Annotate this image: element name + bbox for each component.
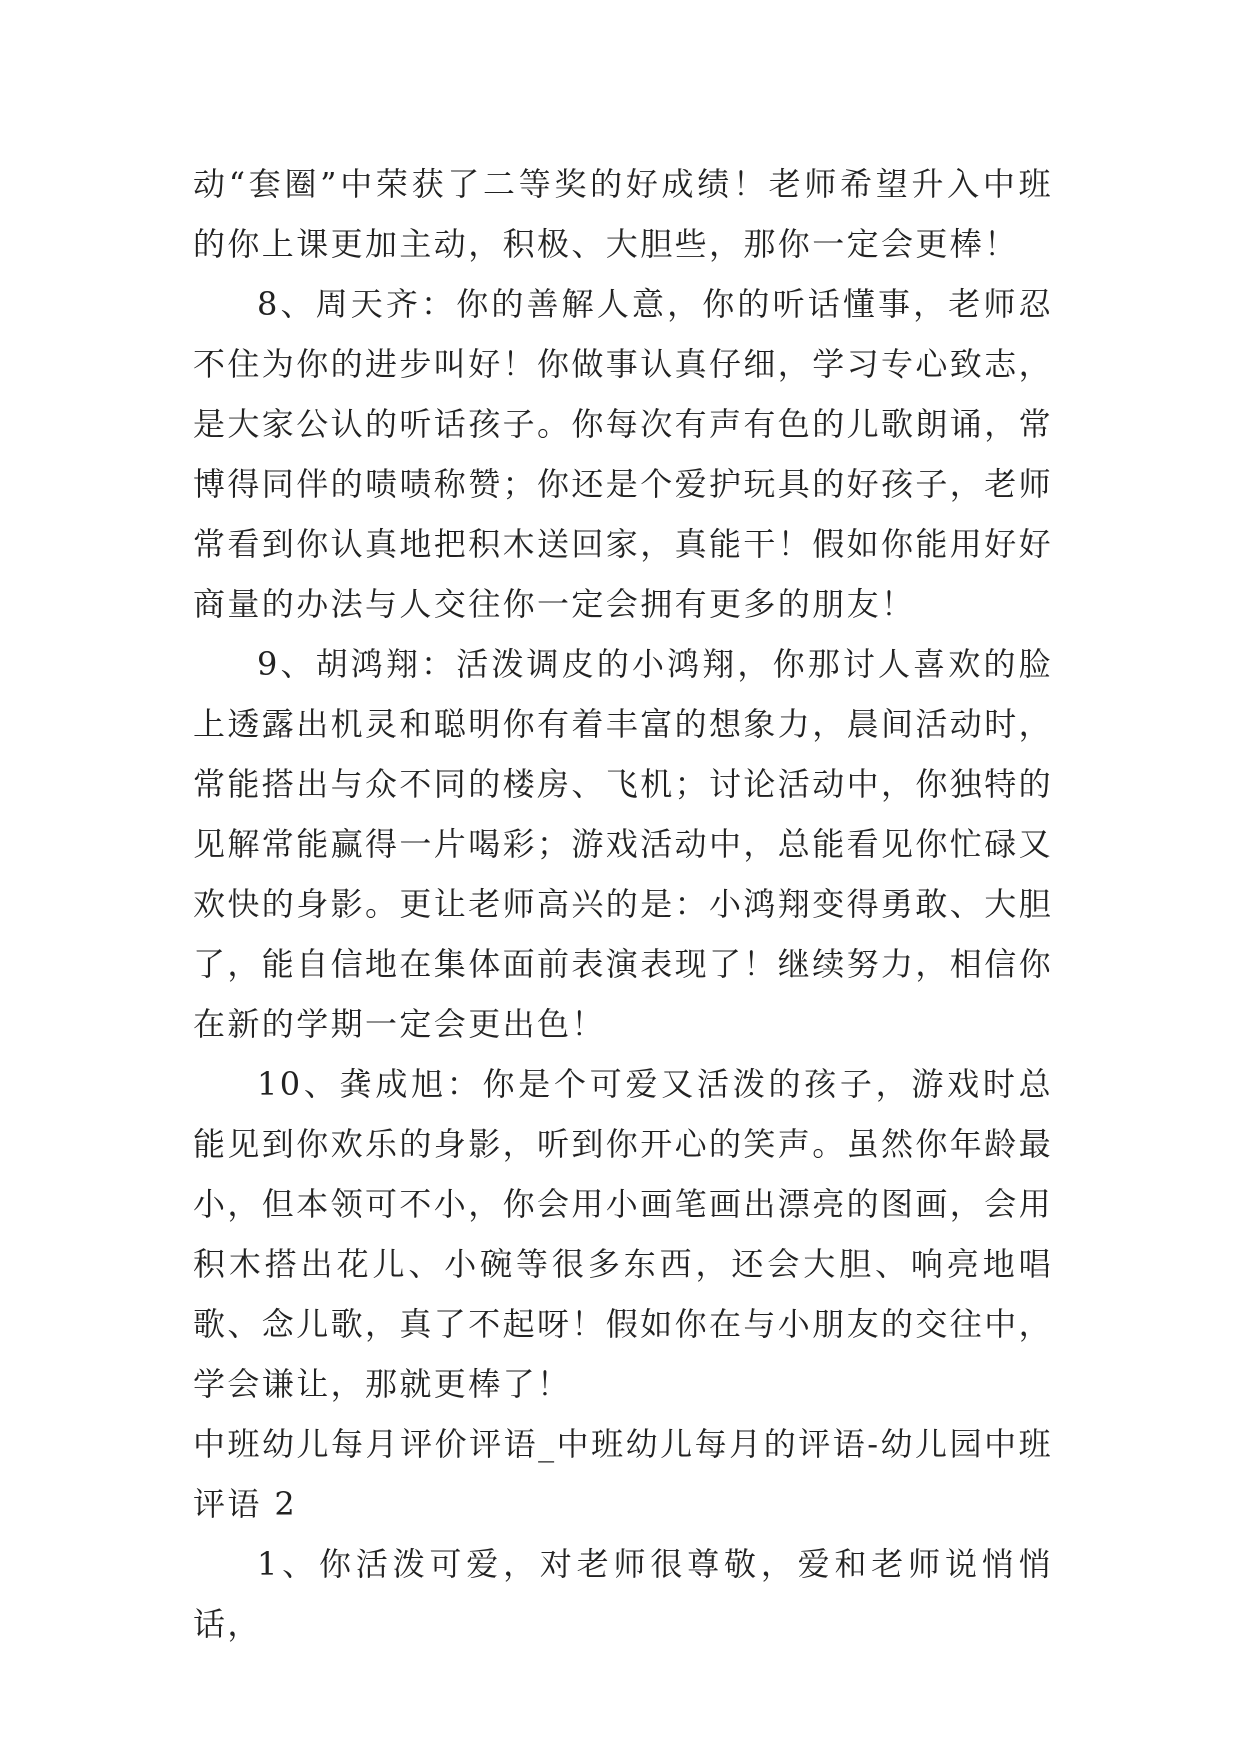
paragraph-10-gong-chengxu: 10、龚成旭：你是个可爱又活泼的孩子，游戏时总能见到你欢乐的身影，听到你开心的笑声。虽然你年龄最小，但本领可不小，你会用小画笔画出漂亮的图画，会用积木搭出花儿、小碗等很多东西，还会大胆、响亮地唱歌、念儿歌，真了不起呀！假如你在与小朋友的交往中，学会谦让，那就更棒了！ [193, 1065, 1054, 1403]
paragraph-7-continuation: 动“套圈”中荣获了二等奖的好成绩！老师希望升入中班的你上课更加主动，积极、大胆些，那你一定会更棒！ [193, 165, 1053, 263]
paragraph-9-hu-hongxiang: 9、胡鸿翔：活泼调皮的小鸿翔，你那讨人喜欢的脸上透露出机灵和聪明你有着丰富的想象力，晨间活动时，常能搭出与众不同的楼房、飞机；讨论活动中，你独特的见解常能赢得一片喝彩；游戏活动中，总能看见你忙碌又欢快的身影。更让老师高兴的是：小鸿翔变得勇敢、大胆了，能自信地在集体面前表演表现了！继续努力，相信你在新的学期一定会更出色！ [193, 645, 1054, 1043]
paragraph-8-zhou-tianqi: 8、周天齐：你的善解人意，你的听话懂事，老师忍不住为你的进步叫好！你做事认真仔细，学习专心致志，是大家公认的听话孩子。你每次有声有色的儿歌朗诵，常博得同伴的啧啧称赞；你还是个爱护玩具的好孩子，老师常看到你认真地把积木送回家，真能干！假如你能用好好商量的办法与人交往你一定会拥有更多的朋友！ [193, 285, 1054, 623]
document-body [193, 154, 1053, 1654]
paragraph-section2-1: 1、你活泼可爱，对老师很尊敬，爱和老师说悄悄话， [193, 1545, 1053, 1643]
section-heading: 中班幼儿每月评价评语_中班幼儿每月的评语-幼儿园中班评语 2 [193, 1425, 1053, 1523]
